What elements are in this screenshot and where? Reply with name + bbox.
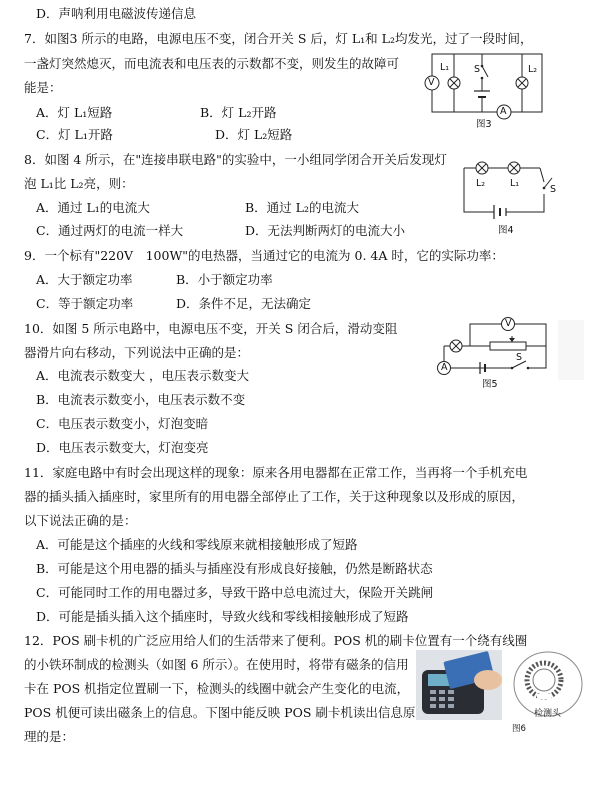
fig4-lamp-l1 xyxy=(508,162,520,174)
figure-4-circuit xyxy=(460,158,560,236)
q9-option-d: D．条件不足，无法确定 xyxy=(176,296,312,311)
q6-option-d: D．声呐利用电磁波传递信息 xyxy=(36,6,197,21)
q11-stem-line1: 11．家庭电路中有时会出现这样的现象：原来各用电器都在正常工作，当再将一个手机充电 xyxy=(24,465,528,480)
fig6-hand xyxy=(474,670,502,690)
fig3-battery xyxy=(474,91,490,97)
q11-option-c: C．可能同时工作的用电器过多，导致干路中总电流过大，保险开关跳闸 xyxy=(36,585,434,600)
fig4-battery xyxy=(494,205,506,219)
fig4-l1-label: L₁ xyxy=(510,178,520,189)
fig4-switch-label: S xyxy=(550,184,557,195)
q9-option-b: B．小于额定功率 xyxy=(176,272,273,287)
q10-stem-line2: 器滑片向右移动，下列说法中正确的是： xyxy=(24,345,250,360)
fig3-voltmeter-label: V xyxy=(428,77,435,88)
fig5-caption: 图5 xyxy=(482,379,498,390)
q7-stem-line1: 7．如图3 所示的电路，电源电压不变，闭合开关 S 后，灯 L₁和 L₂均发光，过了一段时间， xyxy=(24,31,533,46)
fig4-caption: 图4 xyxy=(498,225,514,236)
q11-stem-line3: 以下说法正确的是： xyxy=(24,513,137,528)
fig3-ammeter-label: A xyxy=(500,106,507,117)
q7-option-b: B．灯 L₂开路 xyxy=(200,105,277,120)
figure-5-circuit xyxy=(436,316,586,390)
fig5-voltmeter-label: V xyxy=(505,318,512,329)
fig5-ammeter-label: A xyxy=(441,362,448,373)
q12-stem-line3: 卡在 POS 机指定位置刷一下，检测头的线圈中就会产生变化的电流， xyxy=(24,681,410,696)
fig3-lamp-l2 xyxy=(516,77,528,89)
fig3-caption: 图3 xyxy=(476,119,492,130)
q7-option-a: A．灯 L₁短路 xyxy=(36,105,113,120)
q7-stem-line3: 能是： xyxy=(24,80,62,95)
q8-option-a: A．通过 L₁的电流大 xyxy=(36,200,150,215)
q7-stem-line2: 一盏灯突然熄灭，而电流表和电压表的示数都不变，则发生的故障可 xyxy=(24,56,400,71)
fig6-detector-label: 检测头 xyxy=(534,709,562,719)
fig5-lamp xyxy=(450,340,462,352)
q9-option-c: C．等于额定功率 xyxy=(36,296,134,311)
fig3-switch-label: S xyxy=(474,64,481,75)
q10-option-c: C．电压表示数变小，灯泡变暗 xyxy=(36,416,209,431)
figure-3-circuit xyxy=(418,52,548,130)
q10-option-b: B．电流表示数变小，电压表示数不变 xyxy=(36,392,246,407)
fig5-rheostat xyxy=(490,336,526,350)
q8-option-d: D．无法判断两灯的电流大小 xyxy=(245,223,406,238)
q7-option-d: D．灯 L₂短路 xyxy=(215,127,293,142)
q7-option-c: C．灯 L₁开路 xyxy=(36,127,113,142)
q10-option-a: A．电流表示数变大 ，电压表示数变大 xyxy=(36,368,250,383)
q8-stem-line2: 泡 L₁比 L₂亮，则： xyxy=(24,176,134,191)
q12-stem-line5: 理的是： xyxy=(24,729,75,744)
q12-stem-line1: 12．POS 刷卡机的广泛应用给人们的生活带来了便利。POS 机的刷卡位置有一个绕有线圈 xyxy=(24,633,528,648)
q8-stem-line1: 8．如图 4 所示，在"连接串联电路"的实验中，一小组同学闭合开关后发现灯 xyxy=(24,152,447,167)
q8-option-c: C．通过两灯的电流一样大 xyxy=(36,223,184,238)
q12-stem-line4: POS 机便可读出磁条上的信息。下图中能反映 POS 刷卡机读出信息原 xyxy=(24,705,416,720)
q10-option-d: D．电压表示数变大，灯泡变亮 xyxy=(36,440,209,455)
fig3-l2-label: L₂ xyxy=(528,64,538,75)
q11-option-d: D．可能是插头插入这个插座时，导致火线和零线相接触形成了短路 xyxy=(36,609,409,624)
q12-stem-line2: 的小铁环制成的检测头（如图 6 所示）。在使用时，将带有磁条的信用 xyxy=(24,657,409,672)
fig6-caption: 图6 xyxy=(512,724,526,734)
q11-option-b: B．可能是这个用电器的插头与插座没有形成良好接触，仍然是断路状态 xyxy=(36,561,433,576)
q11-stem-line2: 器的插头插入插座时，家里所有的用电器全部停止了工作，关于这种现象以及形成的原因， xyxy=(24,489,525,504)
fig4-lamp-l2 xyxy=(476,162,488,174)
fig4-l2-label: L₂ xyxy=(476,178,486,189)
fig5-watermark-smudge xyxy=(558,320,584,380)
q8-option-b: B．通过 L₂的电流大 xyxy=(245,200,359,215)
q11-option-a: A．可能是这个插座的火线和零线原来就相接触形成了短路 xyxy=(36,537,358,552)
fig3-l1-label: L₁ xyxy=(440,62,450,73)
q9-option-a: A．大于额定功率 xyxy=(36,272,133,287)
figure-6-pos-machine xyxy=(416,650,588,734)
q10-stem-line1: 10．如图 5 所示电路中，电源电压不变，开关 S 闭合后，滑动变阻 xyxy=(24,321,398,336)
q9-stem-line1: 9．一个标有"220V 100W"的电热器，当通过它的电流为 0. 4A 时，它的实际功率： xyxy=(24,248,504,263)
fig5-switch-label: S xyxy=(516,352,523,363)
fig3-lamp-l1 xyxy=(448,77,460,89)
